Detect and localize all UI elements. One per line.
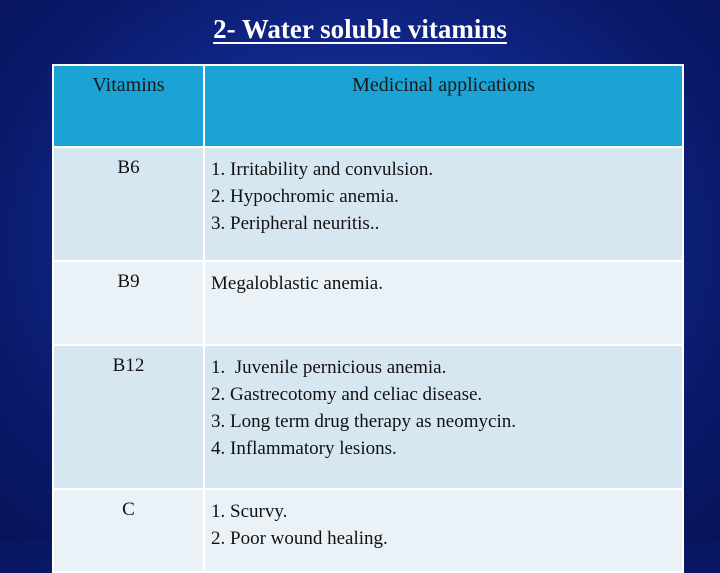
application-line: 1. Irritability and convulsion. — [211, 159, 434, 180]
header-medicinal-applications: Medicinal applications — [204, 65, 683, 147]
application-line: Megaloblastic anemia. — [211, 273, 383, 294]
table-row — [53, 489, 683, 572]
table-row — [53, 261, 683, 345]
vitamin-cell: C — [53, 489, 204, 572]
applications-cell — [204, 345, 683, 489]
application-line: 1. Scurvy. — [211, 501, 288, 522]
application-line: 2. Hypochromic anemia. — [211, 186, 399, 207]
applications-cell — [204, 489, 683, 572]
header-vitamins: Vitamins — [53, 65, 204, 147]
vitamins-table — [52, 64, 684, 573]
table-header-row — [53, 65, 683, 147]
application-line: 2. Gastrecotomy and celiac disease. — [211, 384, 483, 405]
application-line: 3. Peripheral neuritis.. — [211, 213, 380, 234]
applications-cell — [204, 261, 683, 345]
vitamin-cell: B12 — [53, 345, 204, 489]
application-line: 2. Poor wound healing. — [211, 528, 388, 549]
application-line: 1. Juvenile pernicious anemia. — [211, 357, 447, 378]
vitamins-table-container — [52, 64, 684, 549]
table-row — [53, 345, 683, 489]
application-line: 3. Long term drug therapy as neomycin. — [211, 411, 516, 432]
applications-cell — [204, 147, 683, 261]
slide-title: 2- Water soluble vitamins — [213, 14, 507, 44]
vitamin-cell: B9 — [53, 261, 204, 345]
vitamin-cell: B6 — [53, 147, 204, 261]
application-line: 4. Inflammatory lesions. — [211, 438, 397, 459]
table-row — [53, 147, 683, 261]
